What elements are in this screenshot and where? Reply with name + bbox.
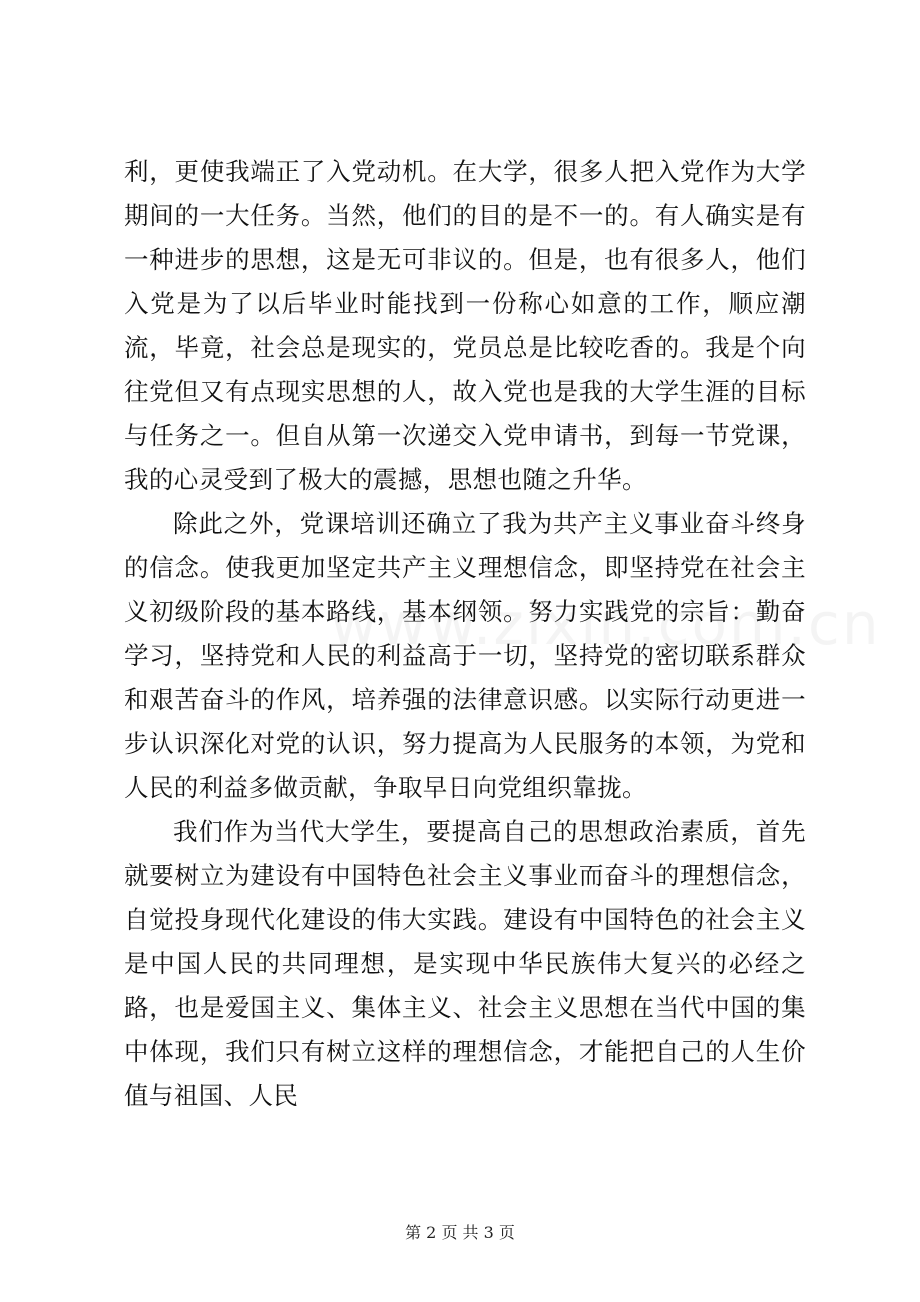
paragraph-2: 除此之外，党课培训还确立了我为共产主义事业奋斗终身的信念。使我更加坚定共产主义理想信念，即坚持党在社会主义初级阶段的基本路线，基本纲领。努力实践党的宗旨：勤奋学习，坚持党和人民的利益高于一切，坚持党的密切联系群众和艰苦奋斗的作风，培养强的法律意识感。以实际行动更进一步认识深化对党的认识，努力提高为人民服务的本领，为党和人民的利益多做贡献，争取早日向党组织靠拢。 xyxy=(124,509,806,802)
paragraph-3: 我们作为当代大学生，要提高自己的思想政治素质，首先就要树立为建设有中国特色社会主义事业而奋斗的理想信念，自觉投身现代化建设的伟大实践。建设有中国特色的社会主义是中国人民的共同理想，是实现中华民族伟大复兴的必经之路，也是爱国主义、集体主义、社会主义思想在当代中国的集中体现，我们只有树立这样的理想信念，才能把自己的人生价值与祖国、人民 xyxy=(124,817,806,1110)
paragraph-1: 利，更使我端正了入党动机。在大学，很多人把入党作为大学期间的一大任务。当然，他们的目的是不一的。有人确实是有一种进步的思想，这是无可非议的。但是，也有很多人，他们入党是为了以后毕业时能找到一份称心如意的工作，顺应潮流，毕竟，社会总是现实的，党员总是比较吃香的。我是个向往党但又有点现实思想的人，故入党也是我的大学生涯的目标与任务之一。但自从第一次递交入党申请书，到每一节党课，我的心灵受到了极大的震撼，思想也随之升华。 xyxy=(124,157,806,494)
page-footer: 第 2 页 共 3 页 xyxy=(405,1223,515,1242)
document-body xyxy=(124,150,806,1118)
